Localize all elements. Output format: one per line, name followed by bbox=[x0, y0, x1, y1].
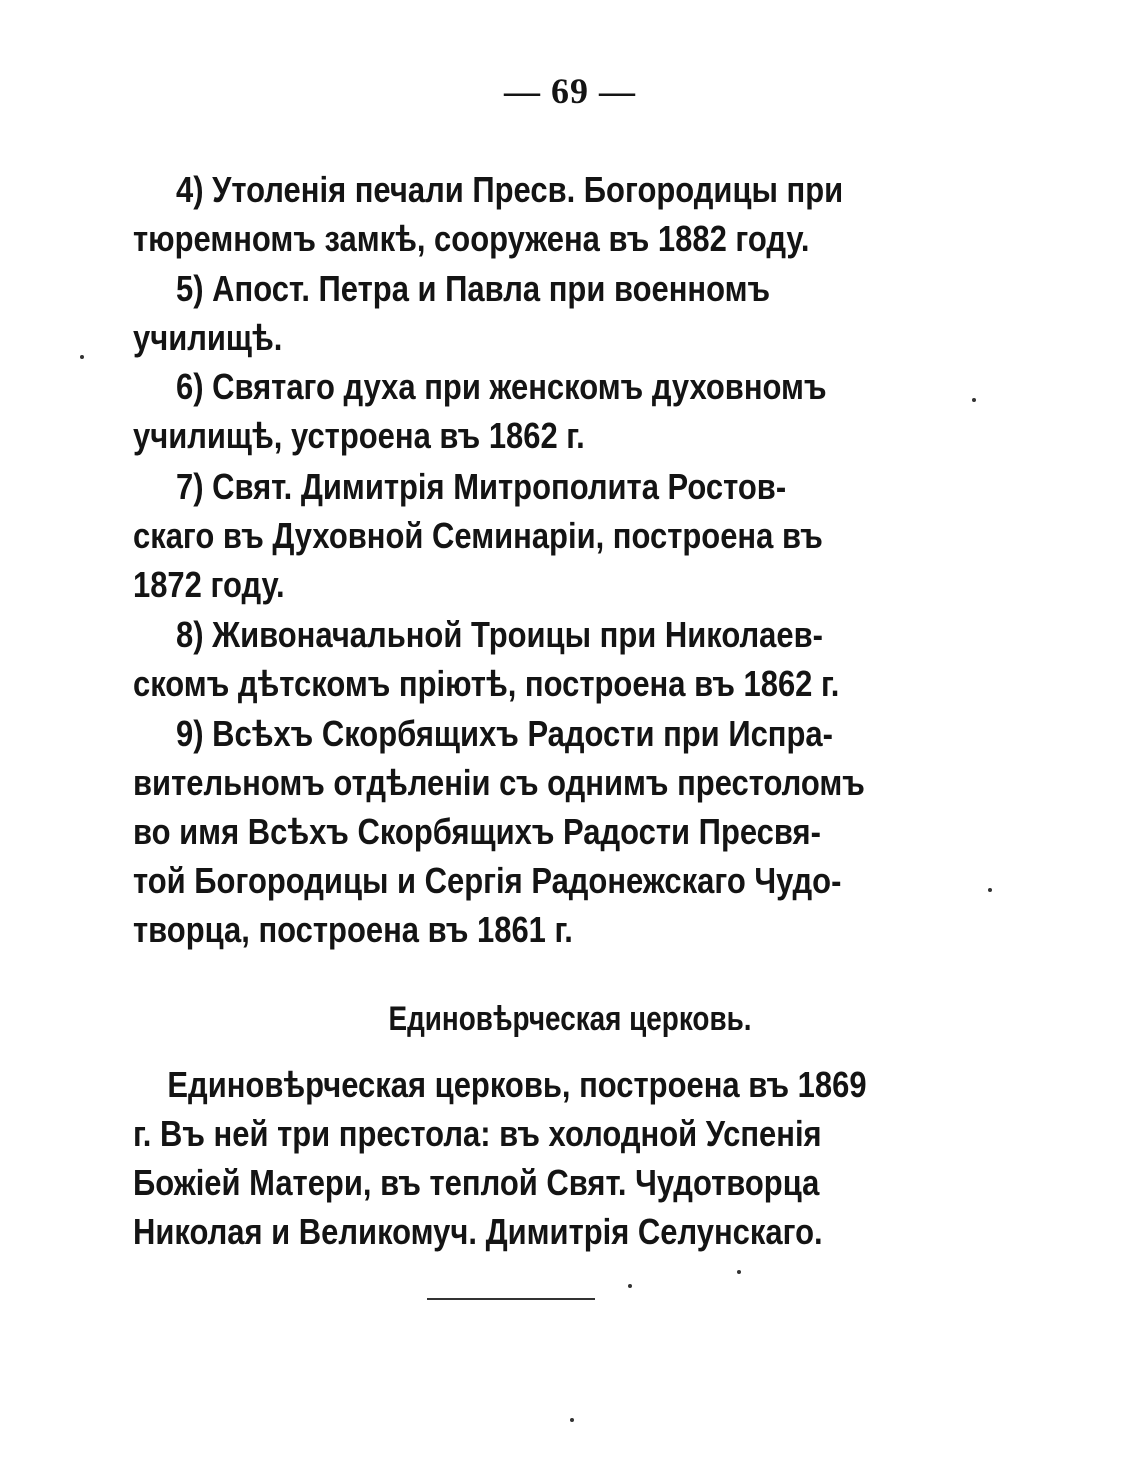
list-item bbox=[133, 165, 901, 263]
text-line: вительномъ отдѣленіи съ однимъ престоломъ bbox=[133, 762, 865, 803]
print-speck bbox=[80, 355, 84, 359]
text-line: г. Въ ней три престола: въ холодной Успенія bbox=[133, 1113, 822, 1154]
section-heading: Единовѣрческая церковь. bbox=[388, 1000, 752, 1038]
list-item bbox=[133, 610, 901, 708]
text-line: 1872 году. bbox=[133, 564, 285, 605]
text-line: 5) Апост. Петра и Павла при военномъ bbox=[176, 268, 771, 309]
list-item bbox=[133, 709, 901, 954]
print-speck bbox=[988, 888, 992, 892]
text-line: Николая и Великомуч. Димитрія Селунскаго. bbox=[133, 1211, 823, 1252]
closing-rule bbox=[427, 1298, 595, 1300]
text-line: творца, построена въ 1861 г. bbox=[133, 909, 573, 950]
list-item bbox=[133, 462, 901, 609]
text-line: той Богородицы и Сергія Радонежскаго Чудо- bbox=[133, 860, 842, 901]
text-line: во имя Всѣхъ Скорбящихъ Радости Пресвя- bbox=[133, 811, 821, 852]
text-line: 4) Утоленія печали Пресв. Богородицы при bbox=[176, 169, 844, 210]
text-line: училищѣ, устроена въ 1862 г. bbox=[133, 415, 585, 456]
list-item bbox=[133, 264, 901, 362]
text-line: скомъ дѣтскомъ пріютѣ, построена въ 1862 г. bbox=[133, 663, 840, 704]
print-speck bbox=[628, 1284, 632, 1288]
text-line: училищѣ. bbox=[133, 317, 283, 358]
print-speck bbox=[570, 1418, 574, 1422]
list-item bbox=[133, 362, 901, 460]
print-speck bbox=[972, 398, 976, 402]
page-number: — 69 — bbox=[504, 71, 636, 111]
print-speck bbox=[737, 1270, 741, 1274]
text-line: скаго въ Духовной Семинаріи, построена въ bbox=[133, 515, 823, 556]
text-line: тюремномъ замкѣ, сооружена въ 1882 году. bbox=[133, 218, 810, 259]
text-line: 9) Всѣхъ Скорбящихъ Радости при Испра- bbox=[176, 713, 833, 754]
text-line: Божіей Матери, въ теплой Свят. Чудотворца bbox=[133, 1162, 820, 1203]
text-line: 7) Свят. Димитрія Митрополита Ростов- bbox=[176, 466, 787, 507]
text-line: 8) Живоначальной Троицы при Николаев- bbox=[176, 614, 823, 655]
text-line: 6) Святаго духа при женскомъ духовномъ bbox=[176, 366, 827, 407]
section-paragraph bbox=[133, 1060, 901, 1256]
text-line: Единовѣрческая церковь, построена въ 1869 bbox=[167, 1064, 867, 1105]
